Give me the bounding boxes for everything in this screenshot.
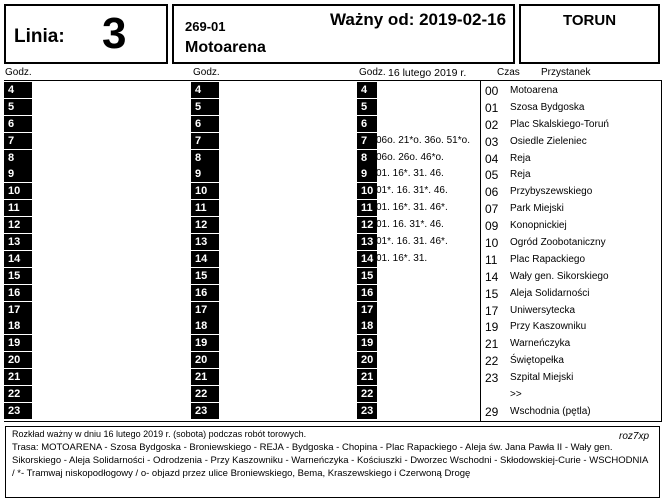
hour-row — [191, 166, 219, 183]
date-header: 16 lutego 2019 r. — [388, 67, 467, 79]
hour-row — [4, 82, 32, 99]
city-box — [519, 4, 660, 64]
stop-row — [483, 286, 658, 303]
hour-row — [191, 150, 219, 167]
hour-label: 22 — [191, 386, 219, 402]
route-code: 269-01 — [185, 19, 226, 34]
stop-row — [483, 100, 658, 117]
hour-row — [191, 268, 219, 285]
stop-time: 19 — [485, 320, 499, 335]
hour-label: 6 — [4, 116, 32, 132]
departure-row: 01*. 16. 31. 46*. — [376, 236, 448, 248]
hour-label: 18 — [357, 318, 377, 334]
footer-route-2: Sikorskiego - Aleja Solidarności - Odrodzenia - Przy Kaszowniku - Warneńczyka - Kościuszki - Dworzec Wschodni - Skłodowskiej-Curie - WSCHODNIA — [12, 455, 649, 466]
hour-label: 6 — [191, 116, 219, 132]
hour-row — [357, 217, 377, 234]
departure-row: 01. 16. 31*. 46. — [376, 219, 444, 231]
hour-label: 5 — [357, 99, 377, 115]
stop-time: 05 — [485, 168, 499, 183]
stop-row — [483, 117, 658, 134]
hour-label: 12 — [191, 217, 219, 233]
stop-time: 23 — [485, 371, 499, 386]
stop-row — [483, 218, 658, 235]
hour-label: 10 — [4, 183, 32, 199]
hour-row — [4, 150, 32, 167]
stop-row — [483, 252, 658, 269]
stop-time: 09 — [485, 219, 499, 234]
stop-row — [483, 151, 658, 168]
hour-row — [191, 200, 219, 217]
stop-col-header: Przystanek — [541, 67, 591, 78]
hour-label: 20 — [191, 352, 219, 368]
hour-row — [4, 166, 32, 183]
line-number: 3 — [102, 9, 127, 58]
line-box — [4, 4, 168, 64]
stop-time: 22 — [485, 354, 499, 369]
hour-label: 7 — [357, 133, 377, 149]
hour-row — [4, 183, 32, 200]
hour-row — [357, 302, 377, 319]
hour-label: 13 — [191, 234, 219, 250]
hour-label: 11 — [4, 200, 32, 216]
hour-label: 5 — [191, 99, 219, 115]
stop-name: Osiedle Zieleniec — [510, 135, 587, 147]
hour-row — [4, 217, 32, 234]
departure-row: 01*. 16. 31*. 46. — [376, 185, 448, 197]
stop-name: Plac Skalskiego-Toruń — [510, 118, 609, 130]
stop-name: Reja — [510, 169, 531, 181]
departure-row — [376, 335, 476, 352]
hour-label: 17 — [4, 302, 32, 318]
hour-row — [4, 234, 32, 251]
hour-row — [357, 369, 377, 386]
footer-legend: / *- Tramwaj niskopodłogowy / o- objazd przez ulice Broniewskiego, Bema, Kraszewskiego i Czerwoną Drogę — [12, 468, 471, 479]
stop-name: Konopnickiej — [510, 220, 567, 232]
hour-row — [357, 352, 377, 369]
hour-row — [191, 116, 219, 133]
stop-row — [483, 387, 658, 404]
departure-row — [376, 99, 476, 116]
hour-row — [357, 268, 377, 285]
hour-label: 8 — [4, 150, 32, 166]
hour-label: 23 — [191, 403, 219, 419]
hour-row — [191, 251, 219, 268]
departure-row — [376, 302, 476, 319]
hour-row — [4, 386, 32, 403]
stop-row — [483, 201, 658, 218]
hour-label: 8 — [357, 150, 377, 166]
hour-label: 7 — [191, 133, 219, 149]
grid-bottom-rule — [4, 421, 662, 422]
stop-row — [483, 167, 658, 184]
stop-name: Przybyszewskiego — [510, 186, 593, 198]
stop-row — [483, 319, 658, 336]
hour-row — [191, 285, 219, 302]
hour-label: 15 — [191, 268, 219, 284]
hours-column-2 — [191, 82, 219, 420]
hour-label: 20 — [357, 352, 377, 368]
hour-label: 11 — [357, 200, 377, 216]
hour-label: 7 — [4, 133, 32, 149]
footer-validity: Rozkład ważny w dniu 16 lutego 2019 r. (sobota) podczas robót torowych. — [12, 429, 307, 439]
stop-row — [483, 370, 658, 387]
departure-row: 06o. 21*o. 36o. 51*o. — [376, 134, 470, 146]
stop-name: Ogród Zoobotaniczny — [510, 237, 606, 249]
hour-row — [4, 251, 32, 268]
hour-label: 17 — [191, 302, 219, 318]
hour-label: 15 — [357, 268, 377, 284]
stop-name: Wschodnia (pętla) — [510, 405, 591, 417]
hour-label: 18 — [4, 318, 32, 334]
hour-label: 17 — [357, 302, 377, 318]
hour-label: 14 — [191, 251, 219, 267]
stop-time: 06 — [485, 185, 499, 200]
departure-row — [376, 369, 476, 386]
footer-route-1: Trasa: MOTOARENA - Szosa Bydgoska - Broniewskiego - REJA - Bydgoska - Chopina - Plac Rapackiego - Aleja św. Jana Pawła II - Wały gen. — [12, 442, 613, 453]
hour-col-header-2: Godz. — [193, 67, 220, 78]
grid-right-rule — [661, 80, 662, 422]
stops-list — [483, 83, 658, 421]
departures-column — [376, 82, 476, 420]
stop-name: >> — [510, 389, 522, 401]
hour-row — [357, 285, 377, 302]
grid-top-rule — [4, 80, 662, 81]
hour-row — [357, 150, 377, 167]
stop-name: Plac Rapackiego — [510, 253, 586, 265]
departure-row: 06o. 26o. 46*o. — [376, 151, 444, 163]
stop-name: Aleja Solidarności — [510, 287, 590, 299]
hour-row — [357, 335, 377, 352]
hour-row — [357, 251, 377, 268]
departure-row — [376, 403, 476, 420]
hour-row — [4, 352, 32, 369]
stop-time: 29 — [485, 404, 499, 419]
stop-row — [483, 353, 658, 370]
departure-row — [376, 352, 476, 369]
hour-row — [4, 285, 32, 302]
stop-time: 01 — [485, 100, 499, 115]
hour-label: 14 — [357, 251, 377, 267]
stop-name: Szpital Miejski — [510, 372, 574, 384]
hour-label: 16 — [4, 285, 32, 301]
hour-row — [357, 133, 377, 150]
hour-row — [191, 302, 219, 319]
hour-row — [191, 183, 219, 200]
hour-label: 16 — [191, 285, 219, 301]
hour-col-header-3: Godz. — [359, 67, 386, 78]
stop-name: Świętopełka — [510, 355, 564, 367]
hour-label: 20 — [4, 352, 32, 368]
stop-name: Warneńczyka — [510, 338, 571, 350]
stop-name: Szosa Bydgoska — [510, 101, 585, 113]
hour-row — [4, 335, 32, 352]
hour-label: 23 — [4, 403, 32, 419]
hour-label: 12 — [4, 217, 32, 233]
hour-row — [191, 318, 219, 335]
hour-label: 14 — [4, 251, 32, 267]
stop-name: Przy Kaszowniku — [510, 321, 587, 333]
departure-row: 01. 16*. 31. — [376, 252, 428, 264]
hour-label: 21 — [357, 369, 377, 385]
stop-name: Park Miejski — [510, 203, 564, 215]
hour-label: 22 — [357, 386, 377, 402]
hour-row — [191, 234, 219, 251]
stop-time: 04 — [485, 151, 499, 166]
departure-row — [376, 386, 476, 403]
hour-row — [4, 133, 32, 150]
stop-time: 11 — [485, 252, 498, 267]
stop-name: Wały gen. Sikorskiego — [510, 270, 609, 282]
departure-row — [376, 318, 476, 335]
hour-label: 19 — [357, 335, 377, 351]
hour-label: 19 — [191, 335, 219, 351]
stop-time: 02 — [485, 117, 499, 132]
departure-row: 01. 16*. 31. 46*. — [376, 202, 448, 214]
departure-row: 01. 16*. 31. 46. — [376, 168, 444, 180]
line-label: Linia: — [14, 26, 65, 47]
hour-row — [191, 99, 219, 116]
hours-column-1 — [4, 82, 32, 420]
hour-row — [4, 200, 32, 217]
hour-label: 13 — [4, 234, 32, 250]
hour-row — [4, 99, 32, 116]
route-box — [172, 4, 515, 64]
hour-label: 11 — [191, 200, 219, 216]
hour-row — [191, 217, 219, 234]
hour-row — [4, 268, 32, 285]
departure-row — [376, 268, 476, 285]
stop-time: 00 — [485, 84, 499, 98]
hour-row — [4, 302, 32, 319]
stop-row — [483, 134, 658, 151]
hour-label: 9 — [357, 166, 377, 182]
hour-label: 10 — [191, 183, 219, 199]
hour-row — [191, 82, 219, 99]
departure-row — [376, 116, 476, 133]
hour-row — [191, 335, 219, 352]
hour-label: 21 — [4, 369, 32, 385]
hour-row — [357, 166, 377, 183]
hour-row — [357, 200, 377, 217]
hour-label: 4 — [357, 82, 377, 98]
hour-col-header-1: Godz. — [5, 67, 32, 78]
stop-row — [483, 235, 658, 252]
hour-row — [357, 234, 377, 251]
hour-row — [4, 318, 32, 335]
hour-label: 4 — [4, 82, 32, 98]
hour-row — [191, 352, 219, 369]
hour-row — [4, 403, 32, 420]
hour-label: 23 — [357, 403, 377, 419]
departure-row — [376, 82, 476, 99]
hour-label: 9 — [4, 166, 32, 182]
stop-row — [483, 184, 658, 201]
city-name: TORUN — [562, 12, 617, 29]
hour-label: 5 — [4, 99, 32, 115]
stop-time: 03 — [485, 134, 499, 149]
stop-time: 10 — [485, 236, 499, 251]
hour-row — [357, 99, 377, 116]
stop-time: 15 — [485, 286, 499, 301]
departure-row — [376, 285, 476, 302]
valid-from: Ważny od: 2019-02-16 — [330, 10, 507, 29]
hour-row — [357, 403, 377, 420]
hour-label: 15 — [4, 268, 32, 284]
stop-time: 07 — [485, 202, 499, 217]
hour-label: 8 — [191, 150, 219, 166]
footer-notes — [5, 426, 660, 498]
hour-row — [191, 386, 219, 403]
hour-row — [191, 133, 219, 150]
stop-time: 17 — [485, 303, 499, 318]
hour-row — [357, 116, 377, 133]
hour-label: 9 — [191, 166, 219, 182]
hour-label: 18 — [191, 318, 219, 334]
hours-column-3 — [357, 82, 377, 420]
stop-time: 21 — [485, 337, 499, 352]
stop-row — [483, 83, 658, 100]
stop-name: Motoarena — [510, 85, 558, 96]
hour-label: 6 — [357, 116, 377, 132]
hour-label: 16 — [357, 285, 377, 301]
hour-row — [4, 116, 32, 133]
hour-row — [191, 369, 219, 386]
divider-stops — [480, 80, 481, 422]
hour-label: 19 — [4, 335, 32, 351]
stop-name: Reja — [510, 152, 531, 164]
hour-row — [191, 403, 219, 420]
hour-label: 4 — [191, 82, 219, 98]
hour-label: 13 — [357, 234, 377, 250]
stop-row — [483, 336, 658, 353]
stop-row — [483, 303, 658, 320]
hour-row — [357, 82, 377, 99]
hour-label: 12 — [357, 217, 377, 233]
hour-label: 10 — [357, 183, 377, 199]
hour-row — [357, 183, 377, 200]
route-name: Motoarena — [185, 39, 266, 56]
hour-row — [357, 318, 377, 335]
hour-label: 22 — [4, 386, 32, 402]
stop-row — [483, 269, 658, 286]
footer-id: roz7xp — [618, 431, 649, 442]
time-col-header: Czas — [497, 67, 520, 78]
stop-name: Uniwersytecka — [510, 304, 576, 316]
stop-time: 14 — [485, 269, 499, 284]
hour-row — [4, 369, 32, 386]
hour-label: 21 — [191, 369, 219, 385]
stop-row — [483, 404, 658, 421]
hour-row — [357, 386, 377, 403]
